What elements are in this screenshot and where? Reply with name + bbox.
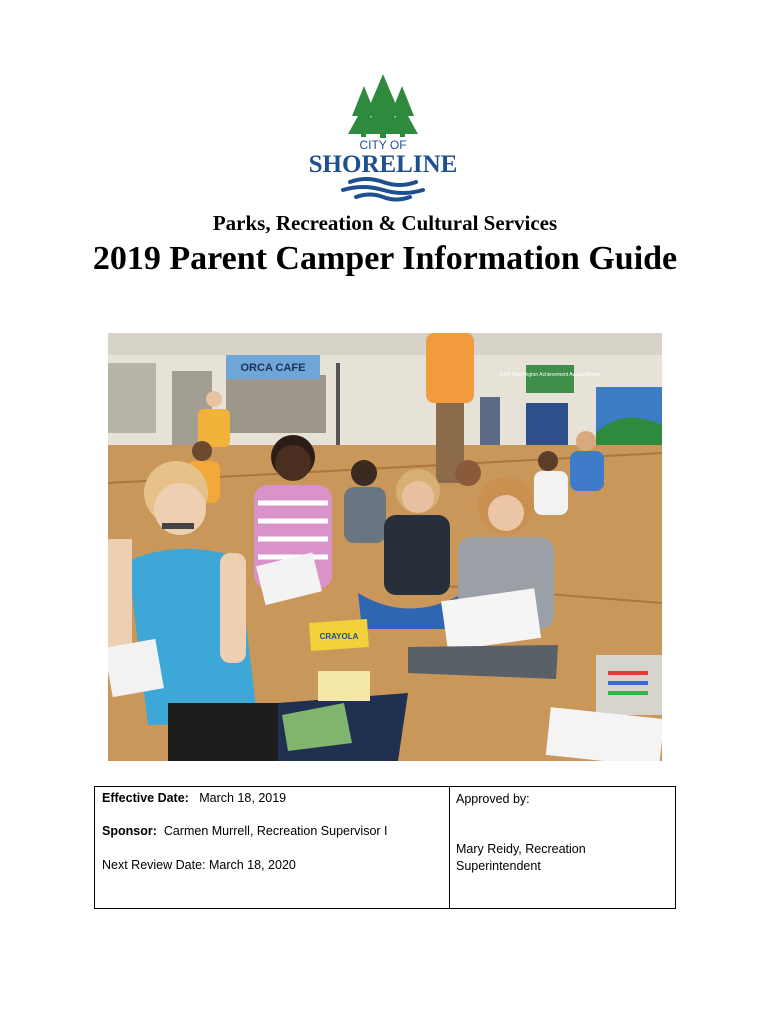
next-review-date: Next Review Date: March 18, 2020: [102, 858, 296, 872]
logo-text-main: SHORELINE: [308, 151, 458, 178]
sponsor-value: Carmen Murrell, Recreation Supervisor I: [163, 824, 388, 838]
document-info-table: [94, 786, 676, 909]
approved-by-label: Approved by:: [456, 792, 530, 806]
trees-icon: [348, 74, 418, 138]
department-subtitle: Parks, Recreation & Cultural Services: [212, 211, 558, 235]
award-sign: 2014 Washington Achievement Award Winner: [499, 372, 601, 378]
crayola-box: CRAYOLA: [319, 632, 359, 641]
sponsor-label: Sponsor:: [102, 824, 157, 838]
effective-date-line: [102, 791, 286, 805]
orca-cafe-banner: ORCA CAFE: [240, 362, 306, 374]
camp-photo: [108, 333, 662, 761]
page-title: 2019 Parent Camper Information Guide: [92, 240, 678, 277]
approver-name: Mary Reidy, Recreation Superintendent: [456, 842, 586, 873]
info-right-column: [450, 787, 675, 908]
logo-text-top: CITY OF: [359, 138, 407, 152]
effective-date-value: March 18, 2019: [199, 791, 287, 805]
info-left-column: [95, 787, 450, 908]
waves-icon: [343, 179, 423, 200]
effective-date-label: Effective Date:: [102, 791, 189, 805]
city-of-shoreline-logo: [288, 72, 478, 204]
sponsor-line: [102, 824, 388, 838]
